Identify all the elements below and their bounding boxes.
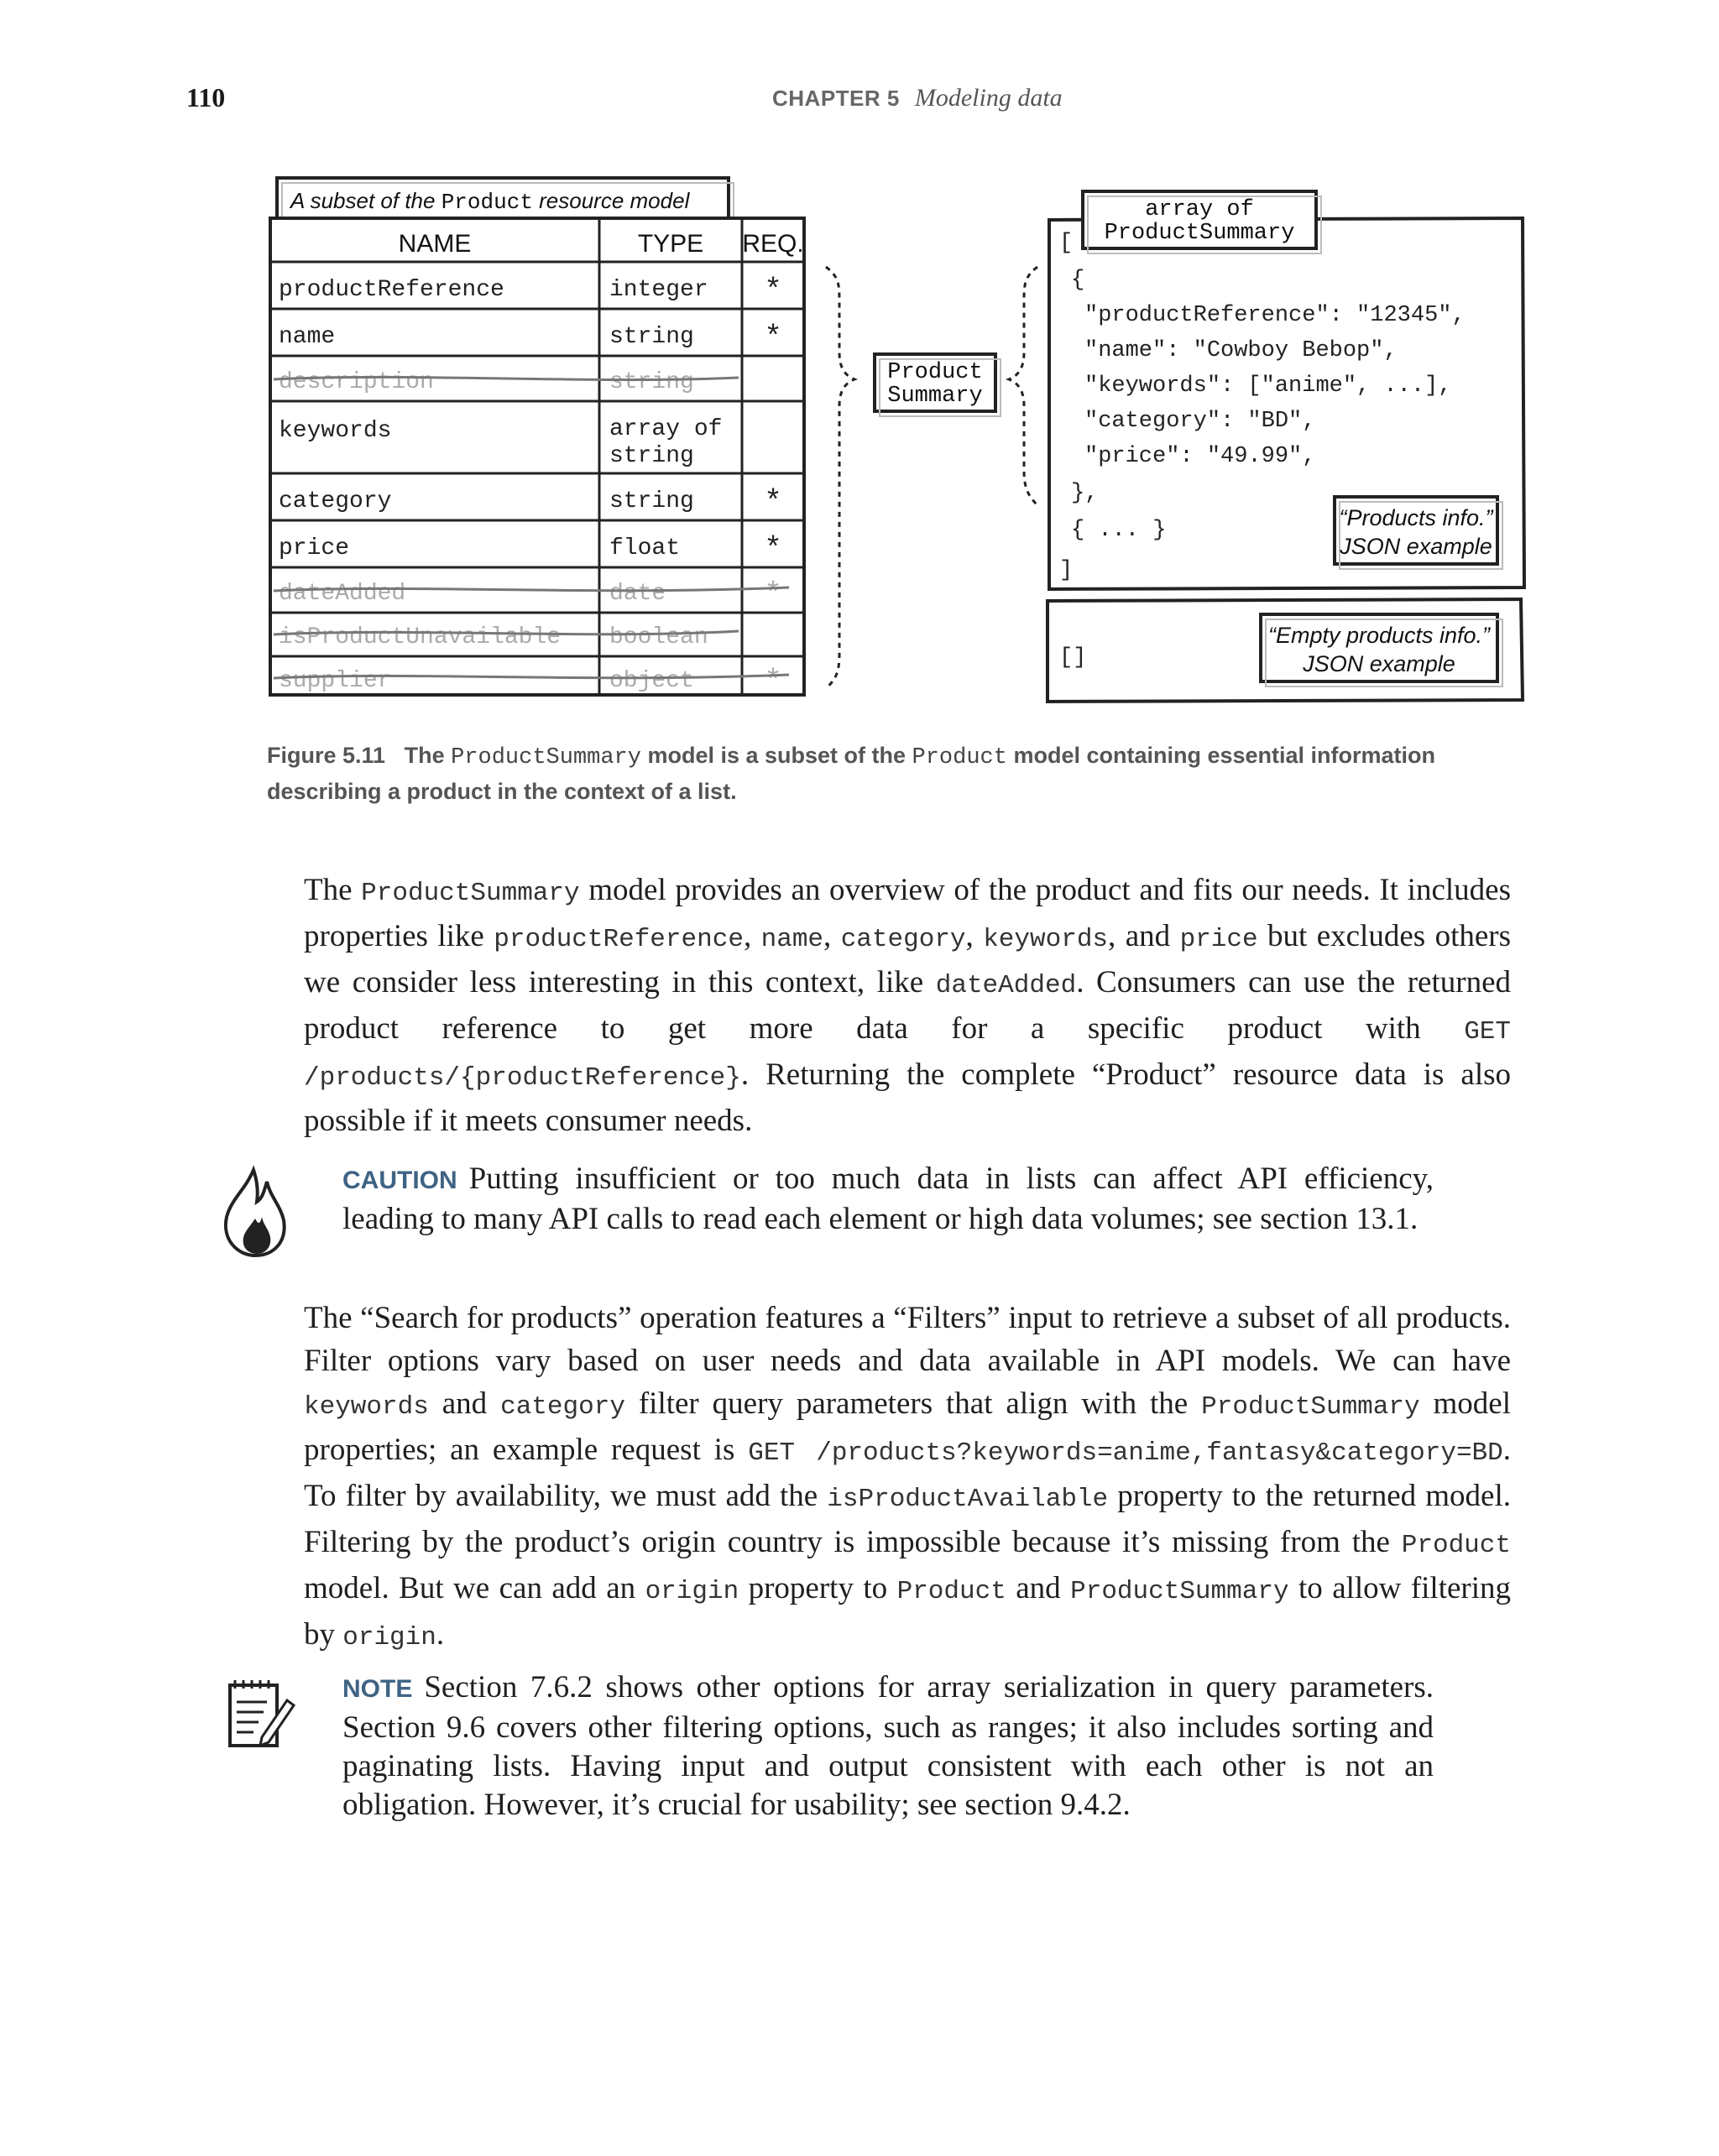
empty-note-line1: “Empty products info.” [1267,623,1491,648]
row-name: keywords [279,418,392,444]
caution-label: CAUTION [342,1167,457,1194]
caption-code: ProductSummary [451,745,641,770]
row-req: * [764,321,782,355]
summary-label-line1: Product [887,360,983,385]
json-line: ] [1059,558,1074,583]
products-note-line2: JSON example [1340,534,1492,559]
body-paragraph-2: The “Search for products” operation features a “Filters” input to retrieve a subset of all products. Filter options vary based on user needs and data available in API models. We can have keywords and category filter query parameters that align with the ProductSummary model properties; an example request is GET /products?keywords=anime,fantasy&category=BD. To filter by availability, we must add the isProductAvailable property to the returned model. Filtering by the product’s origin country is impossible because it’s missing from the Product model. But we can add an origin property to Product and ProductSummary to allow filtering by origin. [304,1301,1512,1652]
json-line: { ... } [1071,518,1167,543]
column-header-type: TYPE [637,230,704,258]
row-req: * [764,485,782,519]
empty-json: [] [1059,645,1087,671]
row-req: * [764,532,782,566]
table-title-prefix: A subset of the [290,188,442,213]
figure-5-11 [0,0,1719,730]
body-paragraph-1: The ProductSummary model provides an overview of the product and fits our needs. It includes properties like productReference, name, category, keywords, and price but excludes others we consider less interesting in this context, like dateAdded. Consumers can use the returned product reference to get more data for a specific product with GET /products/{productReference}. Returning the complete “Product” resource data is also possible if it meets consumer needs. [304,873,1512,1138]
array-label-line2: ProductSummary [1104,221,1295,246]
notepad-icon [225,1675,295,1751]
column-header-req: REQ. [742,230,804,258]
row-type-struck: string [609,369,694,395]
json-line: { [1071,268,1085,293]
row-type: array of [609,416,723,442]
caption-text: The [404,743,452,768]
summary-label-line2: Summary [887,384,983,409]
row-name: name [279,324,336,350]
note-label: NOTE [342,1675,413,1703]
row-type-line2: string [609,443,694,469]
row-req-struck: * [764,665,782,699]
table-title [277,178,734,223]
json-line: }, [1071,481,1099,506]
svg-text:A subset of the Product resour [289,188,691,215]
caption-text: model is a subset of the [640,743,912,768]
array-label-line1: array of [1145,197,1254,222]
row-name-struck: supplier [279,668,392,694]
chapter-title: Modeling data [914,84,1063,112]
row-name-struck: description [279,369,434,395]
figure-caption [267,739,1476,808]
row-name-struck: dateAdded [279,581,406,607]
json-line: "category": "BD", [1084,409,1316,434]
caption-label: Figure 5.11 [267,743,386,768]
page-number: 110 [186,82,226,112]
json-line: [ [1059,231,1074,256]
row-req: * [764,274,782,308]
empty-note-line2: JSON example [1303,651,1455,676]
empty-json-box [1048,599,1523,702]
caution-callout [342,1160,1434,1239]
json-line: "price": "49.99", [1084,444,1316,469]
braces [826,267,1037,688]
table-title-suffix: resource model [532,188,690,213]
row-type-struck: date [609,581,666,607]
row-type-struck: object [609,668,694,694]
json-example-box [1049,191,1524,589]
note-callout [342,1668,1434,1825]
product-summary-label [875,354,1001,416]
json-line: "name": "Cowboy Bebop", [1084,338,1398,363]
row-type-struck: boolean [609,624,708,650]
json-line: "productReference": "12345", [1084,303,1466,328]
row-type: string [609,324,694,350]
json-line: "keywords": ["anime", ...], [1084,373,1452,399]
row-name-struck: isProductUnavailable [279,624,562,650]
row-type: float [609,535,681,561]
table-title-code: Product [441,190,533,215]
row-name: productReference [279,277,504,303]
products-note-line1: “Products info.” [1339,505,1493,530]
row-name: category [279,488,392,514]
caution-text: Putting insufficient or too much data in lists can affect API efficiency, leading to many API calls to read each element or high data volumes; see section 13.1. [342,1162,1434,1236]
fire-icon [220,1165,290,1259]
row-type: integer [609,277,708,303]
caption-text: model containing essential information describing a product in the context of a list. [267,743,1436,804]
note-text: Section 7.6.2 shows other options for array serialization in query parameters. Section 9.6 covers other filtering options, such as ranges; it also includes sorting and paginating lists. Having input and output consistent with each other is not an obligation. However, it’s crucial for usability; see section 9.4.2. [342,1670,1434,1822]
row-type: string [609,488,694,514]
caption-code: Product [912,745,1007,770]
row-req-struck: * [764,577,782,612]
chapter-label: CHAPTER 5 [772,86,900,111]
column-header-name: NAME [398,230,472,258]
row-name: price [279,535,350,561]
